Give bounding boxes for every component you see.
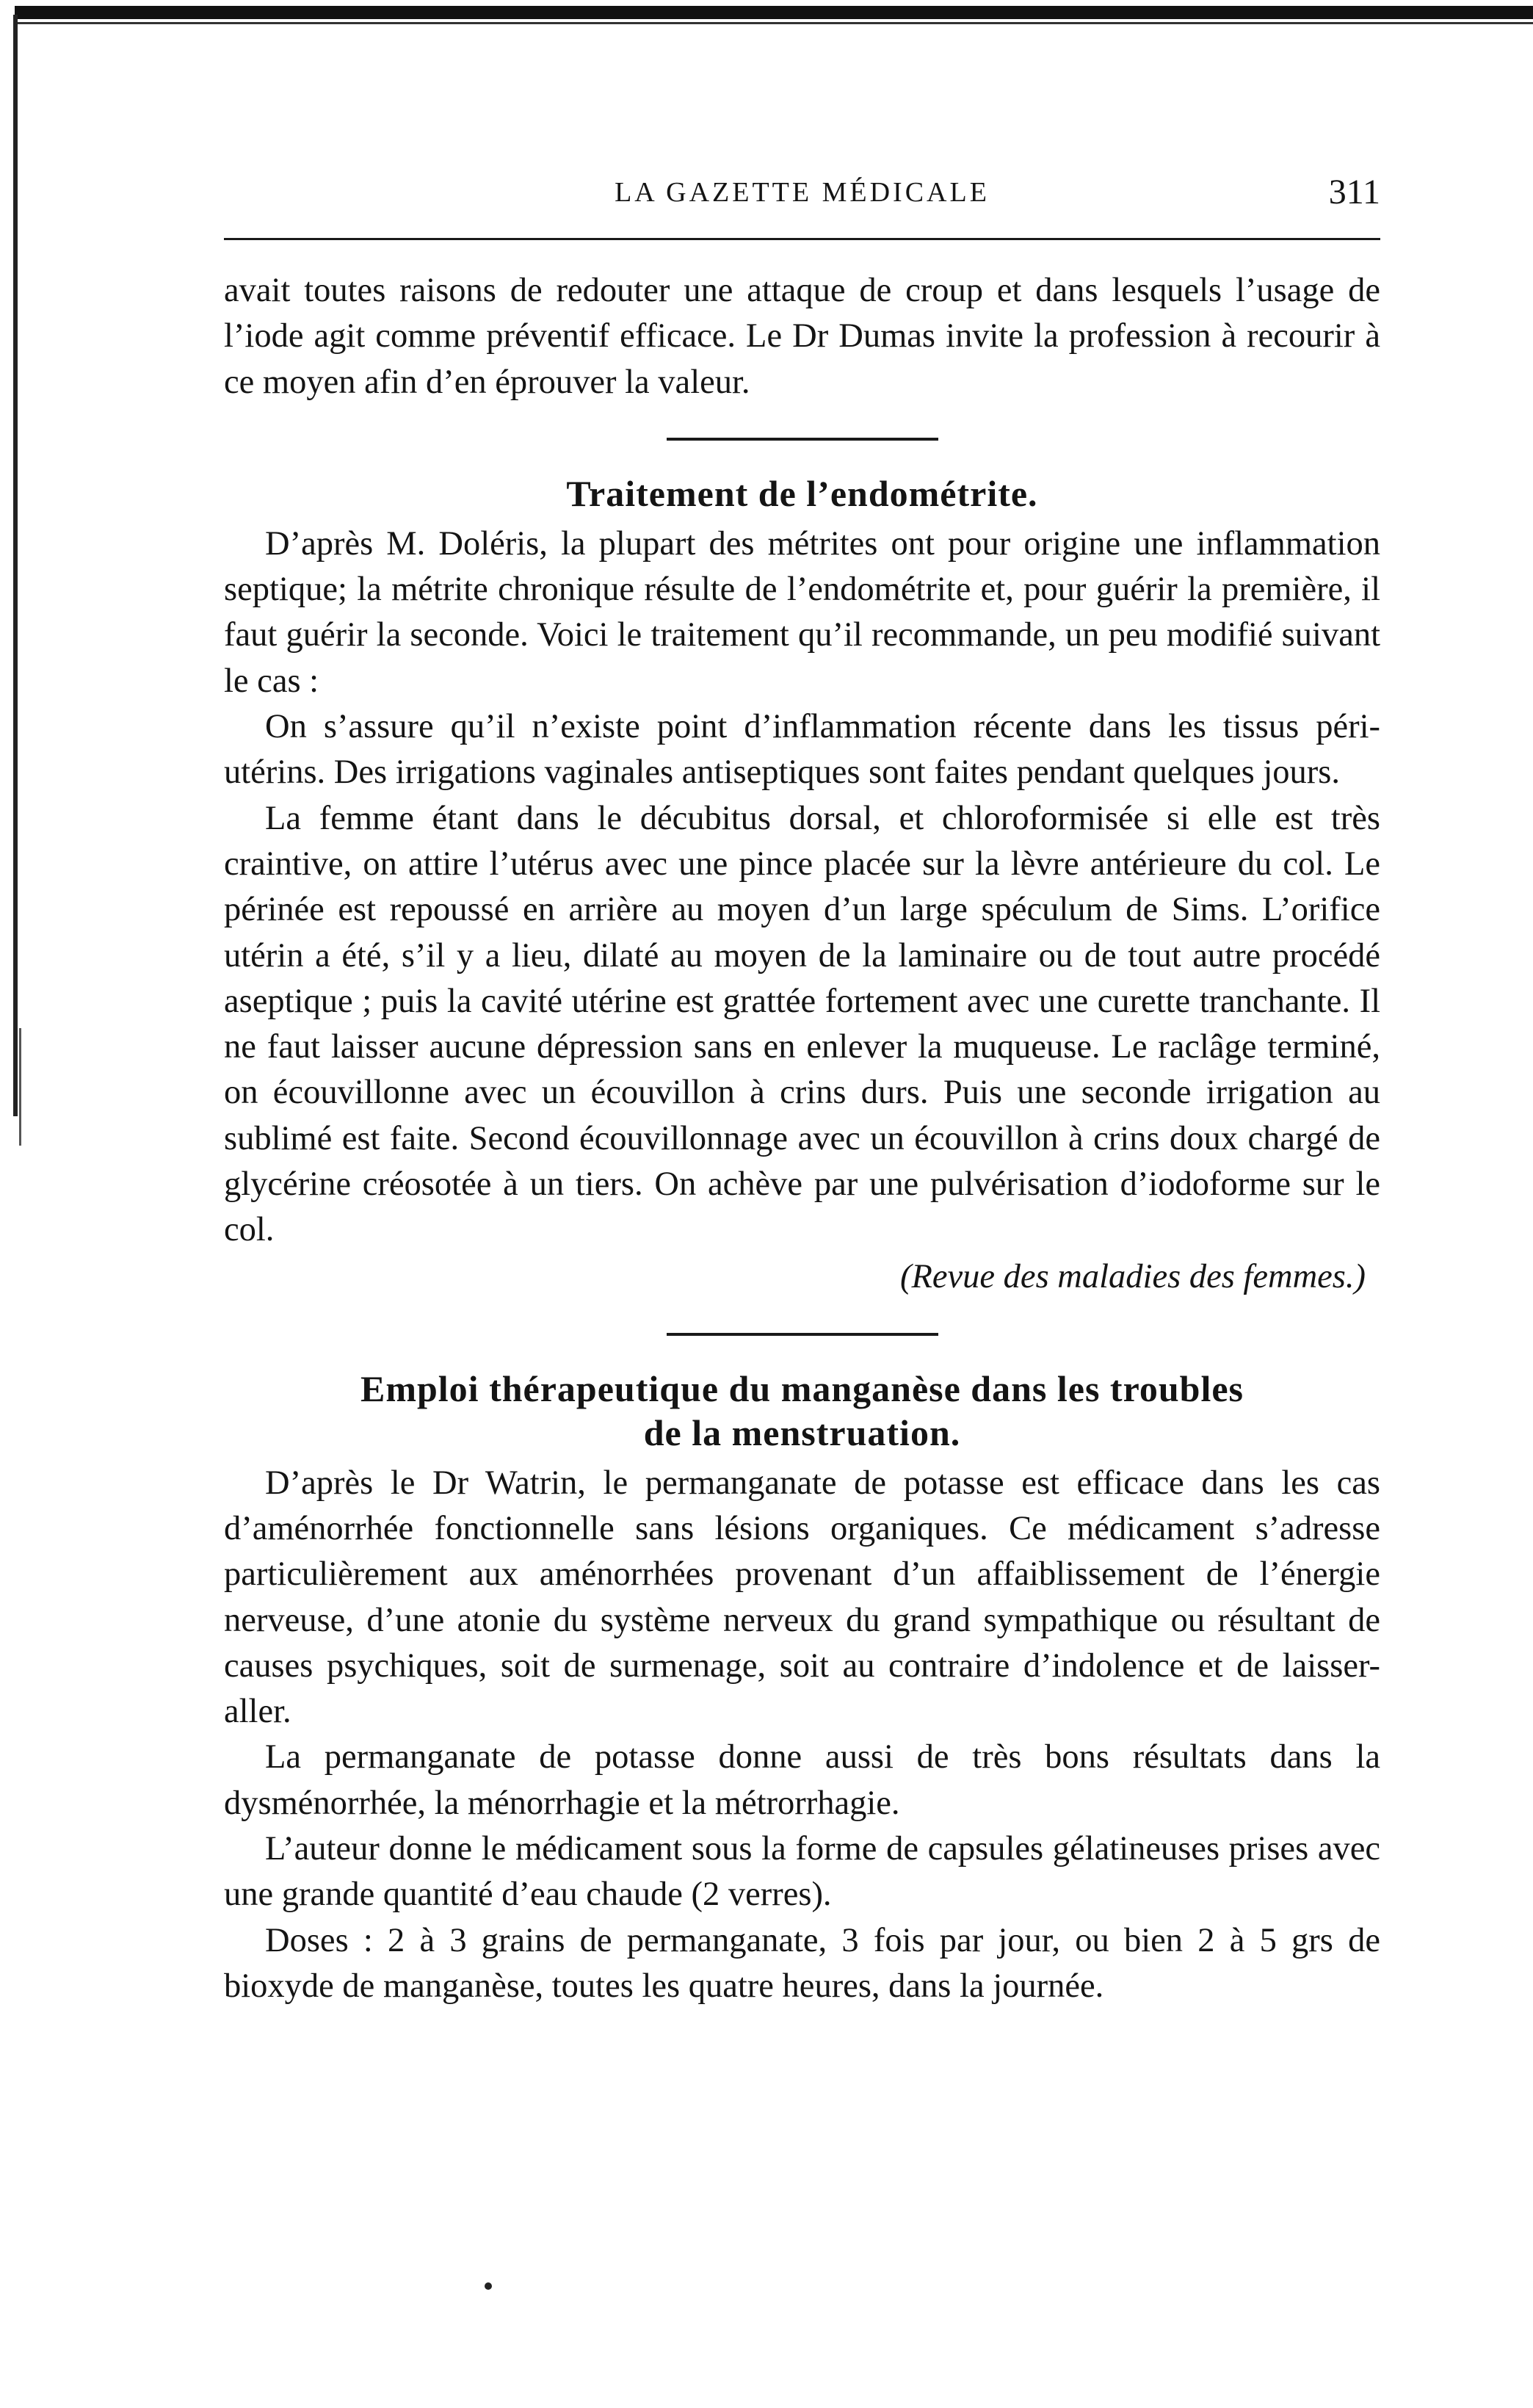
intro-paragraph: avait toutes raisons de redouter une attaque de croup et dans lesquels l’usage de l’iode agit comme préventif efficace. Le Dr Dumas invite la profession à recourir à ce moyen afin d’en éprouver la valeur.	[224, 272, 1380, 401]
running-title: LA GAZETTE MÉDICALE	[615, 177, 990, 208]
section1-paragraph: D’après M. Doléris, la plupart des métrites ont pour origine une inflammation septique; la métrite chronique résulte de l’endométrite et, pour guérir la première, il faut guérir la seconde. Voici le traitement qu’il recommande, un peu modifié suivant le cas :	[224, 524, 1380, 700]
section-title-endometrite: Traitement de l’endométrite.	[566, 472, 1038, 514]
section-separator	[667, 1333, 938, 1336]
section-title-manganese	[224, 1367, 1380, 1455]
left-border-mark	[19, 1028, 21, 1146]
section-title-line: Emploi thérapeutique du manganèse dans les troubles	[360, 1367, 1244, 1409]
section1-paragraph: La femme étant dans le décubitus dorsal, et chloroformisée si elle est très craintive, on attire l’utérus avec une pince placée sur la lèvre antérieure du col. Le périnée est repoussé en arrière au moyen d’un large spéculum de Sims. L’orifice utérin a été, s’il y a lieu, dilaté au moyen de la laminaire ou de tout autre procédé aseptique ; puis la cavité utérine est grattée fortement avec une curette tranchante. Il ne faut laisser aucune dépression sans en enlever la muqueuse. Le raclâge terminé, on écouvillonne avec un écouvillon à crins durs. Puis une seconde irrigation au sublimé est faite. Second écouvillonnage avec un écouvillon à crins doux chargé de glycérine créosotée à un tiers. On achève par une pulvérisation d’iodoforme sur le col.	[224, 799, 1380, 1249]
top-border-thin-rule	[15, 22, 1533, 24]
source-citation: (Revue des maladies des femmes.)	[900, 1257, 1366, 1295]
page-header	[224, 173, 1380, 228]
section2-paragraph: D’après le Dr Watrin, le permanganate de potasse est efficace dans les cas d’aménorrhée fonctionnelle sans lésions organiques. Ce médicament s’adresse particulièrement aux aménorrhées provenant d’un affaiblissement de l’énergie nerveuse, d’une atonie du système nerveux du grand sympathique ou résultant de causes psychiques, soit de surmenage, soit au contraire d’indolence et de laisser-aller.	[224, 1464, 1380, 1731]
header-rule	[224, 238, 1380, 240]
section-separator	[667, 438, 938, 441]
section2-paragraph: La permanganate de potasse donne aussi de très bons résultats dans la dysménorrhée, la ménorrhagie et la métrorrhagie.	[224, 1738, 1380, 1822]
page-number: 311	[1328, 173, 1380, 211]
top-border-rule	[15, 6, 1533, 19]
section2-paragraph: Doses : 2 à 3 grains de permanganate, 3 fois par jour, ou bien 2 à 5 grs de bioxyde de manganèse, toutes les quatre heures, dans la journée.	[224, 1921, 1380, 2005]
left-border-rule	[13, 15, 18, 1116]
page-content	[224, 173, 1380, 2009]
section2-paragraph: L’auteur donne le médicament sous la forme de capsules gélatineuses prises avec une grande quantité d’eau chaude (2 verres).	[224, 1830, 1380, 1914]
ink-dot	[485, 2282, 492, 2290]
section1-paragraph: On s’assure qu’il n’existe point d’inflammation récente dans les tissus péri-utérins. Des irrigations vaginales antiseptiques sont faites pendant quelques jours.	[224, 708, 1380, 792]
section-title-line: de la menstruation.	[643, 1411, 961, 1453]
